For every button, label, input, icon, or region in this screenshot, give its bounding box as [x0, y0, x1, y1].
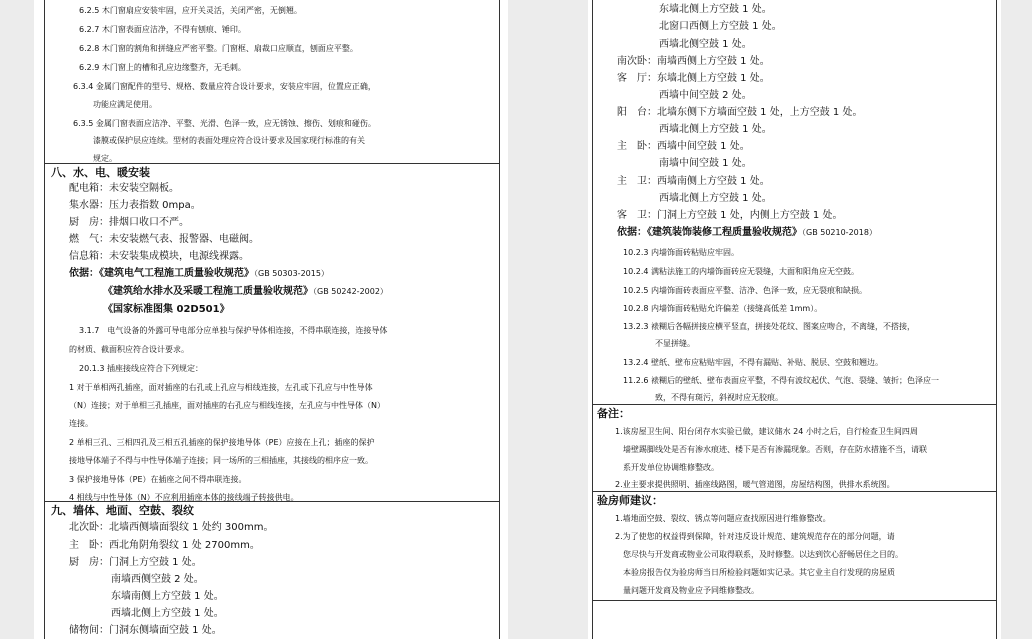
rule-line: 2 单相三孔、三相四孔及三相五孔插座的保护接地导体（PE）应接在上孔；插座的保护 [69, 438, 375, 447]
rule-line: 6.2.5 木门窗扇应安装牢固，应开关灵活，关闭严密，无倒翘。 [79, 6, 302, 15]
finding-line: 北窗口西侧上方空鼓 1 处。 [659, 21, 782, 32]
rule-line: 规定。 [93, 154, 117, 163]
finding-line: 厨 房：门洞上方空鼓 1 处。 [69, 557, 202, 568]
basis-label: 依据： [69, 268, 99, 279]
basis-line [103, 284, 388, 299]
standard-title: 《建筑装饰装修工程质量验收规范》 [647, 227, 802, 238]
rule-line: 致，不得有斑污，斜视时应无胶痕。 [655, 393, 783, 402]
advice-line: 本验房报告仅为验房师当日所检验问题如实记录。其它业主自行发现的房屋质 [623, 568, 895, 577]
finding-line: 西墙北侧空鼓 1 处。 [659, 39, 752, 50]
finding-line: 集水器：压力表指数 0mpa。 [69, 200, 201, 211]
finding-line: 燃 气：未安装燃气表、报警器、电磁阀。 [69, 234, 259, 245]
finding-line: 储物间：门洞东侧墙面空鼓 1 处。 [69, 625, 222, 636]
left-page [34, 0, 508, 639]
advice-line: 量问题开发商及物业应予同维修整改。 [623, 586, 759, 595]
rule-line: 10.2.5 内墙饰面砖表面应平整、洁净、色泽一致，应无裂痕和缺损。 [623, 286, 867, 295]
finding-line: 阳 台：北墙东侧下方墙面空鼓 1 处，上方空鼓 1 处。 [617, 107, 863, 118]
rule-line: 连接。 [69, 419, 93, 428]
standard-code: （GB 50242-2002） [313, 287, 388, 296]
rule-line: 6.2.9 木门窗上的槽和孔应边缘整齐，无毛刺。 [79, 63, 246, 72]
finding-line: 西墙中间空鼓 2 处。 [659, 90, 752, 101]
finding-line: 北次卧：北墙西侧墙面裂纹 1 处约 300mm。 [69, 522, 274, 533]
basis-label: 依据： [617, 227, 647, 238]
basis-line [69, 266, 329, 281]
standard-title: 《建筑给水排水及采暖工程施工质量验收规范》 [103, 286, 313, 297]
section-title: 八、水、电、暖安装 [51, 166, 150, 179]
standard-code: （GB 50210-2018） [802, 228, 877, 237]
rule-line: 不显拼缝。 [655, 339, 695, 348]
row-divider [593, 491, 996, 492]
rule-line: 20.1.3 插座接线应符合下列规定： [79, 364, 203, 373]
remark-line: 系开发单位协调维修整改。 [623, 463, 719, 472]
finding-line: 南墙中间空鼓 1 处。 [659, 158, 752, 169]
finding-line: 南墙西侧空鼓 2 处。 [111, 574, 204, 585]
rule-line: 接地导体端子不得与中性导体端子连接；同一场所的三相插座，其接线的相序应一致。 [69, 456, 373, 465]
rule-line: 1 对于单相两孔插座，面对插座的右孔或上孔应与相线连接，左孔或下孔应与中性导体 [69, 383, 373, 392]
standard-code: （GB 50303-2015） [254, 269, 329, 278]
section-title: 九、墙体、地面、空鼓、裂纹 [51, 504, 194, 517]
remark-line: 1.该房屋卫生间、阳台闭存水实验已做，建议储水 24 小时之后，自行检查卫生间四周 [615, 427, 918, 436]
finding-line: 东墙北侧上方空鼓 1 处。 [659, 4, 772, 15]
finding-line: 主 卫：西墙南侧上方空鼓 1 处。 [617, 176, 770, 187]
finding-line: 主 卧：西北角阴角裂纹 1 处 2700mm。 [69, 540, 260, 551]
rule-line: 3 保护接地导体（PE）在插座之间不得串联连接。 [69, 475, 247, 484]
rule-line: 6.2.7 木门窗表面应洁净，不得有刨痕、锤印。 [79, 25, 246, 34]
advice-title: 验房师建议： [597, 494, 663, 507]
advice-line: 2.为了使您的权益得到保障，针对违反设计规范、建筑规范存在的部分问题，请 [615, 532, 895, 541]
advice-line: 您尽快与开发商或物业公司取得联系，及时修整。以达到饮心舒畅居住之目的。 [623, 550, 903, 559]
row-divider [593, 404, 996, 405]
finding-line: 西墙北侧上方空鼓 1 处。 [111, 608, 224, 619]
right-page [588, 0, 1001, 639]
finding-line: 信息箱：未安装集成模块，电源线裸露。 [69, 251, 249, 262]
rule-line: 10.2.3 内墙饰面砖粘贴应牢固。 [623, 248, 739, 257]
finding-line: 南次卧：南墙西侧上方空鼓 1 处。 [617, 56, 770, 67]
standard-title: 《国家标准图集 02D501》 [103, 304, 230, 315]
rule-line: （N）连接；对于单相三孔插座，面对插座的右孔应与相线连接，左孔应与中性导体（N） [69, 401, 385, 410]
rule-line: 功能应满足使用。 [93, 100, 157, 109]
rule-line: 13.2.3 裱糊后各幅拼接应横平竖直，拼接处花纹、图案应吻合，不离缝，不搭接， [623, 322, 915, 331]
finding-line: 配电箱：未安装空隔板。 [69, 183, 179, 194]
finding-line: 客 厅：东墙北侧上方空鼓 1 处。 [617, 73, 770, 84]
rule-line: 6.3.5 金属门窗表面应洁净、平整、光滑、色泽一致，应无锈蚀、擦伤、划痕和碰伤。 [73, 119, 376, 128]
remark-line: 2.业主要求提供照明、插座线路图，暖气管道图，房屋结构图，供排水系统图。 [615, 480, 895, 489]
basis-line [617, 225, 877, 240]
finding-line: 西墙北侧上方空鼓 1 处。 [659, 193, 772, 204]
left-table-frame [44, 0, 500, 639]
finding-line: 西墙北侧上方空鼓 1 处。 [659, 124, 772, 135]
rule-line: 的材质、截面积应符合设计要求。 [69, 345, 189, 354]
rule-line: 漆膜或保护层应连续。型材的表面处理应符合设计要求及国家现行标准的有关 [93, 136, 365, 145]
rule-line: 3.1.7 电气设备的外露可导电部分应单独与保护导体相连接，不得串联连接，连接导体 [79, 326, 388, 335]
rule-line: 4 相线与中性导体（N）不应利用插座本体的接线端子转接供电。 [69, 493, 299, 502]
rule-line: 10.2.4 满粘法施工的内墙饰面砖应无裂缝，大面和阳角应无空鼓。 [623, 267, 859, 276]
rule-line: 6.3.4 金属门窗配件的型号、规格、数量应符合设计要求，安装应牢固，位置应正确， [73, 82, 376, 91]
advice-line: 1.墙地面空鼓、裂纹、锈点等问题应查找原因进行维修整改。 [615, 514, 831, 523]
standard-title: 《建筑电气工程施工质量验收规范》 [99, 268, 254, 279]
finding-line: 东墙南侧上方空鼓 1 处。 [111, 591, 224, 602]
row-divider [45, 163, 499, 164]
row-divider [45, 501, 499, 502]
finding-line: 主 卧：西墙中间空鼓 1 处。 [617, 141, 750, 152]
row-divider [593, 600, 996, 601]
finding-line: 厨 房：排烟口收口不严。 [69, 217, 189, 228]
remark-line: 墙壁踢脚线处是否有渗水痕迹、楼下是否有渗漏现象。否则，存在防水措施不当，请联 [623, 445, 927, 454]
rule-line: 6.2.8 木门窗的割角和拼缝应严密平整。门窗框、扇裁口应顺直，刨面应平整。 [79, 44, 358, 53]
remarks-title: 备注： [597, 407, 630, 420]
rule-line: 13.2.4 壁纸、壁布应粘贴牢固，不得有漏贴、补贴、脱层、空鼓和翘边。 [623, 358, 883, 367]
rule-line: 10.2.8 内墙饰面砖粘贴允许偏差（接缝高低差 1mm）。 [623, 304, 823, 313]
rule-line: 11.2.6 裱糊后的壁纸、壁布表面应平整，不得有波纹起伏、气泡、裂缝、皱折；色泽应一 [623, 376, 939, 385]
finding-line: 客 卫：门洞上方空鼓 1 处，内侧上方空鼓 1 处。 [617, 210, 843, 221]
right-table-frame [592, 0, 997, 639]
